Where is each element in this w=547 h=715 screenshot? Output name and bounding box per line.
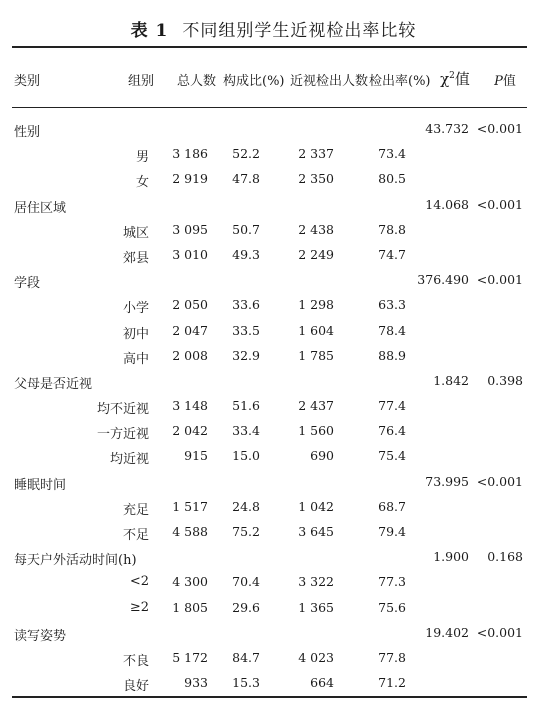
myopia-count: 2 350 <box>298 171 334 187</box>
detection-rate: 80.5 <box>378 171 406 187</box>
detection-rate: 75.4 <box>378 448 406 464</box>
group-name: 性别 <box>14 125 41 140</box>
p-value: <0.001 <box>476 196 523 212</box>
group-row <box>0 193 547 218</box>
chi-square-value: 14.068 <box>425 196 469 212</box>
header-rate: 检出率(%) <box>369 74 431 89</box>
table-row <box>0 293 547 318</box>
myopia-count: 1 560 <box>298 423 334 439</box>
header-total: 总人数 <box>177 74 217 89</box>
group-name: 学段 <box>14 276 41 292</box>
total-count: 3 010 <box>172 246 208 262</box>
detection-rate: 78.8 <box>378 221 406 237</box>
subgroup-label: 不足 <box>122 528 149 543</box>
myopia-count: 2 337 <box>298 146 334 162</box>
group-row <box>0 369 547 394</box>
subgroup-label: 不良 <box>122 653 149 669</box>
table-number: 表 1 <box>130 21 169 41</box>
group-row <box>0 545 547 570</box>
composition-ratio: 32.9 <box>232 347 260 363</box>
table-row <box>0 142 547 167</box>
group-name: 读写姿势 <box>14 628 67 644</box>
composition-ratio: 33.4 <box>232 423 260 439</box>
detection-rate: 88.9 <box>378 347 406 363</box>
chi-square-value: 43.732 <box>425 121 469 136</box>
chi-square-value: 73.995 <box>425 473 469 489</box>
header-p-value <box>487 70 523 89</box>
subgroup-label: ≥2 <box>129 599 149 615</box>
total-count: 1 805 <box>172 599 208 615</box>
subgroup-label: 良好 <box>122 679 149 695</box>
p-suffix: 值 <box>502 74 516 89</box>
detection-rate: 76.4 <box>378 423 406 439</box>
header-myopic: 近视检出人数 <box>290 74 369 89</box>
total-count: 2 050 <box>172 297 208 313</box>
group-row <box>0 470 547 495</box>
p-value: 0.398 <box>487 372 523 388</box>
header-ratio: 构成比(%) <box>223 74 285 89</box>
composition-ratio: 15.3 <box>232 675 260 691</box>
chi-square-value: 1.842 <box>433 372 469 388</box>
myopia-count: 2 438 <box>298 221 334 237</box>
group-name: 居住区域 <box>14 200 67 216</box>
p-value: <0.001 <box>476 473 523 489</box>
detection-rate: 73.4 <box>378 146 406 162</box>
p-value: <0.001 <box>476 624 523 640</box>
table-row <box>0 596 547 621</box>
total-count: 5 172 <box>172 649 208 665</box>
detection-rate: 74.7 <box>378 246 406 262</box>
group-name: 每天户外活动时间(h) <box>14 553 137 569</box>
myopia-count: 3 645 <box>298 524 334 539</box>
subgroup-label: <2 <box>129 574 149 590</box>
total-count: 915 <box>184 448 208 464</box>
myopia-count: 1 365 <box>298 599 334 615</box>
table-row <box>0 167 547 192</box>
total-count: 3 095 <box>172 221 208 237</box>
total-count: 2 008 <box>172 347 208 363</box>
composition-ratio: 84.7 <box>232 649 260 665</box>
total-count: 4 588 <box>172 524 208 539</box>
total-count: 4 300 <box>172 574 208 590</box>
myopia-count: 4 023 <box>298 649 334 665</box>
table-row <box>0 520 547 545</box>
subgroup-label: 男 <box>135 150 149 166</box>
composition-ratio: 50.7 <box>232 221 260 237</box>
table-row <box>0 671 547 696</box>
subgroup-label: 城区 <box>122 225 149 241</box>
chi-suffix: 值 <box>454 70 470 88</box>
composition-ratio: 24.8 <box>232 498 260 514</box>
subgroup-label: 充足 <box>122 502 149 518</box>
detection-rate: 77.3 <box>378 574 406 590</box>
p-value: 0.168 <box>487 549 523 565</box>
total-count: 2 047 <box>172 322 208 338</box>
subgroup-label: 一方近视 <box>96 427 149 443</box>
header-group: 组别 <box>128 74 155 89</box>
subgroup-label: 郊县 <box>122 250 149 266</box>
table-row <box>0 495 547 520</box>
detection-rate: 75.6 <box>378 599 406 615</box>
detection-rate: 77.4 <box>378 398 406 414</box>
group-name: 睡眠时间 <box>14 477 67 493</box>
detection-rate: 79.4 <box>378 524 406 539</box>
composition-ratio: 70.4 <box>232 574 260 590</box>
total-count: 933 <box>184 675 208 691</box>
myopia-count: 1 604 <box>298 322 334 338</box>
table-row <box>0 646 547 671</box>
table-row <box>0 444 547 469</box>
myopia-count: 2 249 <box>298 246 334 262</box>
table-row <box>0 419 547 444</box>
header-rule <box>12 107 527 108</box>
myopia-count: 1 042 <box>298 498 334 514</box>
composition-ratio: 49.3 <box>232 246 260 262</box>
subgroup-label: 均不近视 <box>96 402 149 418</box>
myopia-count: 1 298 <box>298 297 334 313</box>
table-title-text: 不同组别学生近视检出率比较 <box>182 21 417 41</box>
total-count: 1 517 <box>172 498 208 514</box>
detection-rate: 68.7 <box>378 498 406 514</box>
myopia-count: 664 <box>310 675 334 691</box>
composition-ratio: 29.6 <box>232 599 260 615</box>
chi-superscript: 2 <box>449 71 455 81</box>
total-count: 2 042 <box>172 423 208 439</box>
table-row <box>0 344 547 369</box>
subgroup-label: 初中 <box>122 326 149 342</box>
composition-ratio: 33.5 <box>232 322 260 338</box>
table-row <box>0 218 547 243</box>
table-row <box>0 394 547 419</box>
chi-square-value: 19.402 <box>425 624 469 640</box>
chi-symbol: χ <box>440 70 450 88</box>
composition-ratio: 51.6 <box>232 398 260 414</box>
p-symbol: P <box>494 74 503 89</box>
total-count: 2 919 <box>172 171 208 187</box>
p-value: <0.001 <box>476 121 523 136</box>
table-title <box>0 16 547 41</box>
subgroup-label: 高中 <box>122 351 149 367</box>
composition-ratio: 33.6 <box>232 297 260 313</box>
detection-rate: 71.2 <box>378 675 406 691</box>
bottom-rule <box>12 696 527 698</box>
detection-rate: 77.8 <box>378 649 406 665</box>
composition-ratio: 52.2 <box>232 146 260 162</box>
header-category: 类别 <box>14 74 41 89</box>
myopia-count: 690 <box>310 448 334 464</box>
chi-square-value: 1.900 <box>433 549 469 565</box>
group-row <box>0 117 547 142</box>
total-count: 3 148 <box>172 398 208 414</box>
header-chi-square <box>430 68 480 89</box>
subgroup-label: 均近视 <box>109 452 149 468</box>
top-rule <box>12 46 527 48</box>
composition-ratio: 75.2 <box>232 524 260 539</box>
p-value: <0.001 <box>476 272 523 288</box>
myopia-count: 3 322 <box>298 574 334 590</box>
subgroup-label: 女 <box>135 175 149 191</box>
detection-rate: 63.3 <box>378 297 406 313</box>
chi-square-value: 376.490 <box>417 272 469 288</box>
total-count: 3 186 <box>172 146 208 162</box>
detection-rate: 78.4 <box>378 322 406 338</box>
composition-ratio: 47.8 <box>232 171 260 187</box>
myopia-count: 1 785 <box>298 347 334 363</box>
table-row <box>0 570 547 595</box>
myopia-count: 2 437 <box>298 398 334 414</box>
group-row <box>0 268 547 293</box>
subgroup-label: 小学 <box>122 301 149 317</box>
table-row <box>0 243 547 268</box>
table-row <box>0 319 547 344</box>
group-name: 父母是否近视 <box>14 376 93 392</box>
composition-ratio: 15.0 <box>232 448 260 464</box>
table-body <box>0 117 547 696</box>
group-row <box>0 621 547 646</box>
